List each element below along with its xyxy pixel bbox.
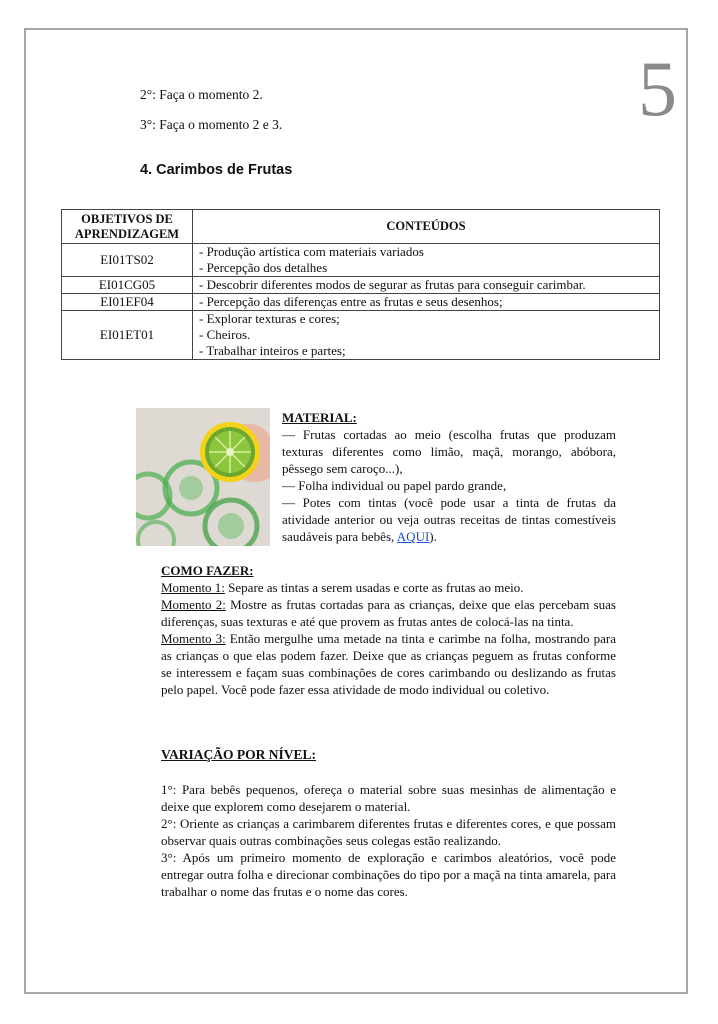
table-row (62, 277, 660, 294)
content-line: - Trabalhar inteiros e partes; (199, 343, 346, 358)
content-line: - Produção artística com materiais variados (199, 244, 424, 259)
content-line: - Percepção das diferenças entre as frutas e seus desenhos; (199, 294, 503, 309)
moment-label: Momento 3: (161, 631, 226, 646)
table-row (62, 294, 660, 311)
content-cell (193, 277, 660, 294)
lemon-stamp-photo (136, 408, 270, 546)
step-3-text: 3°: Faça o momento 2 e 3. (140, 117, 283, 132)
header-contents: CONTEÚDOS (193, 210, 660, 244)
material-item-text: — Potes com tintas (você pode usar a tinta de frutas da atividade anterior ou veja outras receitas de tintas comestíveis saudáveis para bebês, (282, 495, 616, 544)
variation-section (161, 781, 616, 900)
material-item (282, 494, 616, 545)
how-heading: COMO FAZER: (161, 563, 254, 578)
objective-code: EI01CG05 (62, 277, 193, 294)
objective-code: EI01ET01 (62, 311, 193, 360)
material-item: — Folha individual ou papel pardo grande, (282, 478, 507, 493)
page-number: 5 (638, 45, 677, 132)
section-title: 4. Carimbos de Frutas (140, 162, 293, 178)
moment-1 (161, 579, 616, 596)
content-cell (193, 311, 660, 360)
aqui-link[interactable]: AQUI (396, 529, 430, 544)
moment-2 (161, 596, 616, 630)
moment-label: Momento 1: (161, 580, 225, 595)
material-heading: MATERIAL: (282, 410, 357, 425)
variation-level-3: 3°: Após um primeiro momento de exploração e carimbos aleatórios, você pode entregar outra folha e direcionar combinações do tipo por a maçã na tinta amarela, para trabalhar o nome das frutas e o nome das cores. (161, 850, 616, 899)
table-header-row (62, 210, 660, 244)
moment-text: Separe as tintas a serem usadas e corte as frutas ao meio. (224, 580, 524, 595)
content-line: - Percepção dos detalhes (199, 260, 328, 275)
material-item: — Frutas cortadas ao meio (escolha frutas que produzam texturas diferentes como limão, maçã, morango, abóbora, pêssego sem caroço...), (282, 427, 616, 476)
content-line: - Cheiros. (199, 327, 251, 342)
lemon-stamp-illustration (136, 408, 270, 546)
objective-code: EI01EF04 (62, 294, 193, 311)
content-cell (193, 244, 660, 277)
table-row (62, 311, 660, 360)
moment-3 (161, 630, 616, 698)
moment-label: Momento 2: (161, 597, 226, 612)
step-2-text: 2°: Faça o momento 2. (140, 87, 263, 102)
variation-level-2: 2°: Oriente as crianças a carimbarem diferentes frutas e diferentes cores, e que possam observar quais outras combinações seus colegas estão realizando. (161, 816, 616, 848)
content-line: - Descobrir diferentes modos de segurar as frutas para conseguir carimbar. (199, 277, 586, 292)
content-cell (193, 294, 660, 311)
variation-heading: VARIAÇÃO POR NÍVEL: (161, 747, 317, 762)
moment-text: Então mergulhe uma metade na tinta e carimbe na folha, mostrando para as crianças o que elas podem fazer. Deixe que as crianças peguem as frutas conforme se interessem e façam suas combinações de cores carimbando ou deslizando as frutas pelo papel. Você pode fazer essa atividade de modo individual ou coletivo. (161, 631, 616, 697)
header-objectives: OBJETIVOS DE APRENDIZAGEM (62, 210, 193, 244)
how-to-section (161, 562, 616, 698)
objectives-table (61, 209, 660, 360)
material-item-end: ). (429, 529, 437, 544)
material-section (282, 409, 616, 545)
moment-text: Mostre as frutas cortadas para as crianças, deixe que elas percebam suas diferenças, suas texturas e até que provem as frutas antes de colocá-las na tinta. (161, 597, 616, 629)
objective-code: EI01TS02 (62, 244, 193, 277)
table-row (62, 244, 660, 277)
content-line: - Explorar texturas e cores; (199, 311, 340, 326)
variation-level-1: 1°: Para bebês pequenos, ofereça o material sobre suas mesinhas de alimentação e deixe que explorem como desejarem o material. (161, 782, 616, 814)
